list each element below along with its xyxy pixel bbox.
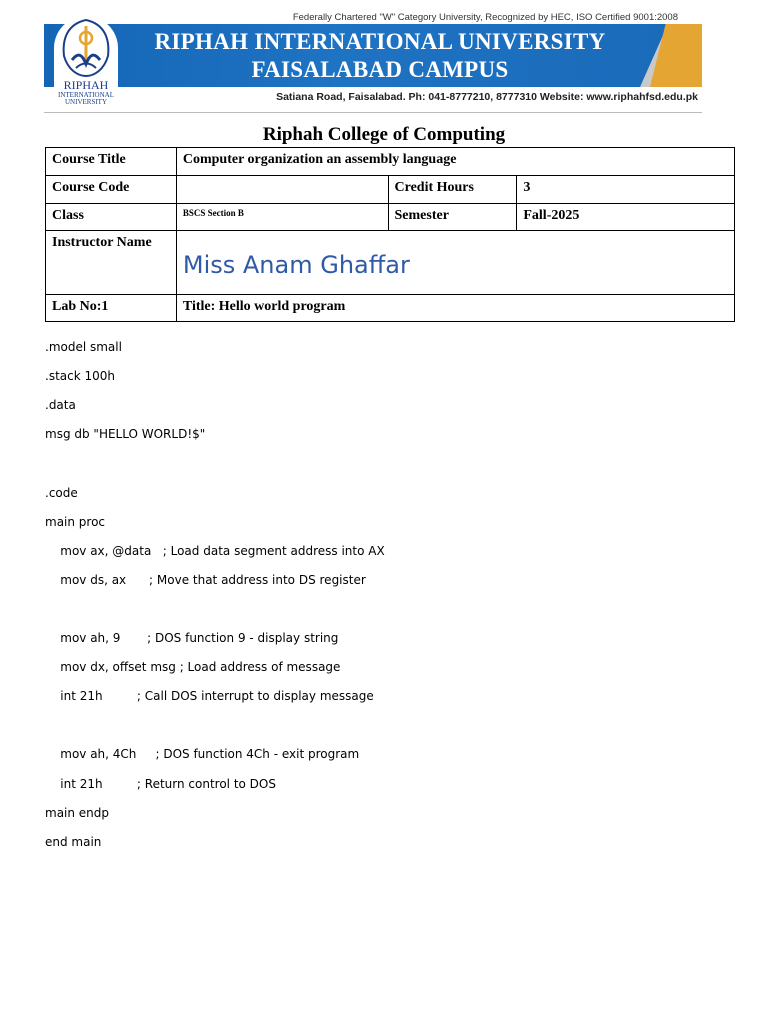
code-line: end main (45, 834, 102, 849)
code-line: mov ds, ax ; Move that address into DS register (45, 572, 366, 587)
code-line: mov dx, offset msg ; Load address of message (45, 660, 341, 675)
lab-title: Title: Hello world program (176, 295, 734, 322)
code-line: mov ah, 9 ; DOS function 9 - display string (45, 631, 339, 645)
code-line: int 21h ; Call DOS interrupt to display message (45, 689, 374, 704)
code-line: main proc (45, 514, 106, 529)
course-code-value (176, 176, 388, 204)
university-name (140, 28, 620, 84)
university-header (44, 10, 704, 116)
university-logo (54, 16, 118, 110)
course-code-label: Course Code (46, 176, 177, 204)
crest-icon (54, 16, 118, 78)
logo-text-riphah: RIPHAH (63, 78, 109, 92)
course-title-value: Computer organization an assembly language (176, 148, 734, 176)
table-row (46, 148, 735, 176)
code-line: .code (45, 485, 78, 500)
class-value: BSCS Section B (176, 204, 388, 231)
table-row (46, 231, 735, 295)
header-banner (44, 24, 702, 87)
lab-number: Lab No:1 (46, 295, 177, 322)
course-info-table (45, 147, 735, 322)
credit-hours-value: 3 (517, 176, 735, 204)
instructor-name: Miss Anam Ghaffar (182, 251, 410, 279)
contact-address: Satiana Road, Faisalabad. Ph: 041-8777210, 8777310 Website: www.riphahfsd.edu.pk (276, 91, 698, 103)
instructor-label: Instructor Name (46, 231, 177, 295)
code-line: .data (45, 398, 76, 413)
logo-text-international (50, 92, 122, 106)
semester-value: Fall-2025 (517, 204, 735, 231)
table-row (46, 176, 735, 204)
accreditation-text: Federally Chartered "W" Category University, Recognized by HEC, ISO Certified 9001:2008 (292, 12, 678, 23)
code-line: int 21h ; Return control to DOS (45, 776, 276, 791)
instructor-cell (176, 231, 734, 295)
table-row (46, 204, 735, 231)
header-divider (44, 112, 702, 113)
semester-label: Semester (388, 204, 517, 231)
college-title: Riphah College of Computing (262, 124, 506, 145)
code-line: .model small (45, 340, 122, 354)
code-line: main endp (45, 805, 110, 820)
table-row (46, 295, 735, 322)
course-title-label: Course Title (46, 148, 177, 176)
code-line: msg db "HELLO WORLD!$" (45, 427, 206, 442)
university-name-line1: RIPHAH INTERNATIONAL UNIVERSITY (154, 29, 606, 54)
code-line: mov ah, 4Ch ; DOS function 4Ch - exit program (45, 747, 360, 762)
logo-text-line3: UNIVERSITY (65, 98, 107, 106)
credit-hours-label: Credit Hours (388, 176, 517, 204)
university-name-line2: FAISALABAD CAMPUS (251, 57, 509, 82)
code-line: .stack 100h (45, 369, 115, 384)
code-line: mov ax, @data ; Load data segment address into AX (45, 543, 385, 558)
logo-text-line2: INTERNATIONAL (58, 91, 114, 99)
class-label: Class (46, 204, 177, 231)
